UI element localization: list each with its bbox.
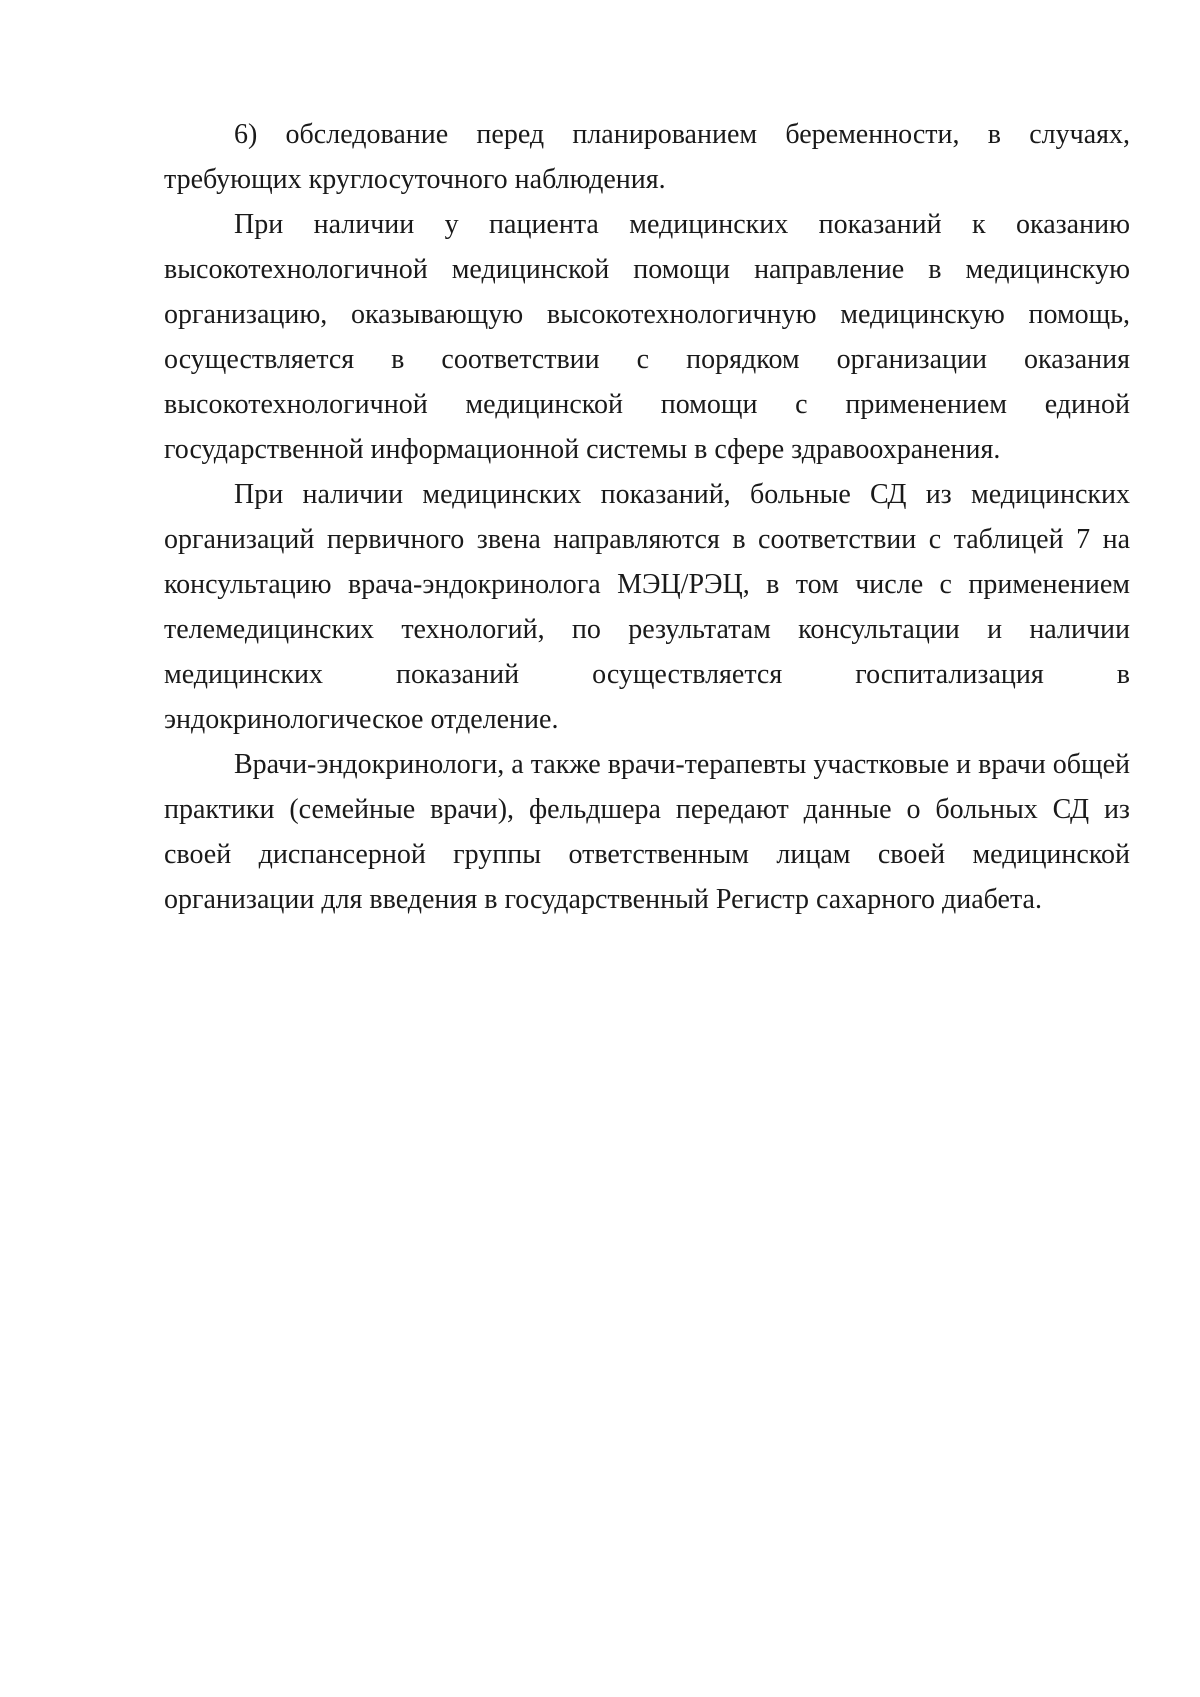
paragraph-endocrinologist-referral: При наличии медицинских показаний, больные СД из медицинских организаций первичного звена направляются в соответствии с таблицей 7 на консультацию врача-эндокринолога МЭЦ/РЭЦ, в том числе с применением телемедицинских технологий, по результатам консультации и наличии медицинских показаний осуществляется госпитализация в эндокринологическое отделение. — [164, 479, 1130, 735]
paragraph-pregnancy-examination: 6) обследование перед планированием беременности, в случаях, требующих круглосуточного наблюдения. — [164, 119, 1130, 195]
document-body — [164, 112, 1130, 922]
paragraph-diabetes-register: Врачи-эндокринологи, а также врачи-терапевты участковые и врачи общей практики (семейные врачи), фельдшера передают данные о больных СД из своей диспансерной группы ответственным лицам своей медицинской организации для введения в государственный Регистр сахарного диабета. — [164, 749, 1130, 915]
paragraph-high-tech-care: При наличии у пациента медицинских показаний к оказанию высокотехнологичной медицинской помощи направление в медицинскую организацию, оказывающую высокотехнологичную медицинскую помощь, осуществляется в соответствии с порядком организации оказания высокотехнологичной медицинской помощи с применением единой государственной информационной системы в сфере здравоохранения. — [164, 209, 1130, 465]
